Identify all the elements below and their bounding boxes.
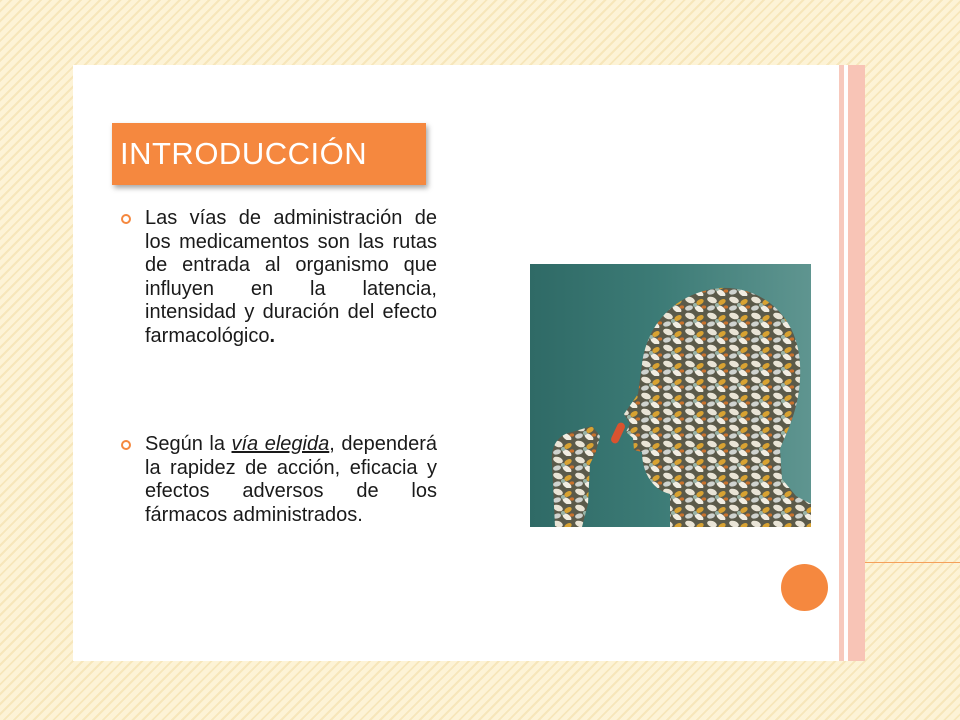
bullet-1-text: Las vías de administración de los medicamentos son las rutas de entrada al organismo que influyen en la latencia, intensidad y duración del efecto farmacológico [145,207,437,347]
bullet-1-period: . [269,324,276,347]
slide-title: INTRODUCCIÓN [120,136,368,171]
title-box [112,123,426,185]
bullet-dot-icon [121,440,131,450]
bullet-2-text-end: , dependerá la rapidez de acción, eficacia y efectos adversos de los fármacos administrados. [145,433,437,526]
bullet-paragraph-2 [145,433,437,527]
right-bar-wide [848,65,865,661]
bullet-2-emphasis: vía elegida [231,433,330,455]
head-made-of-pills-image [530,264,811,527]
bullet-dot-icon [121,214,131,224]
pills-head-illustration [530,264,811,527]
decorative-orange-circle [781,564,828,611]
accent-line [865,562,960,563]
bullet-2-text-start: Según la [145,433,232,455]
bullet-paragraph-1 [145,207,437,349]
